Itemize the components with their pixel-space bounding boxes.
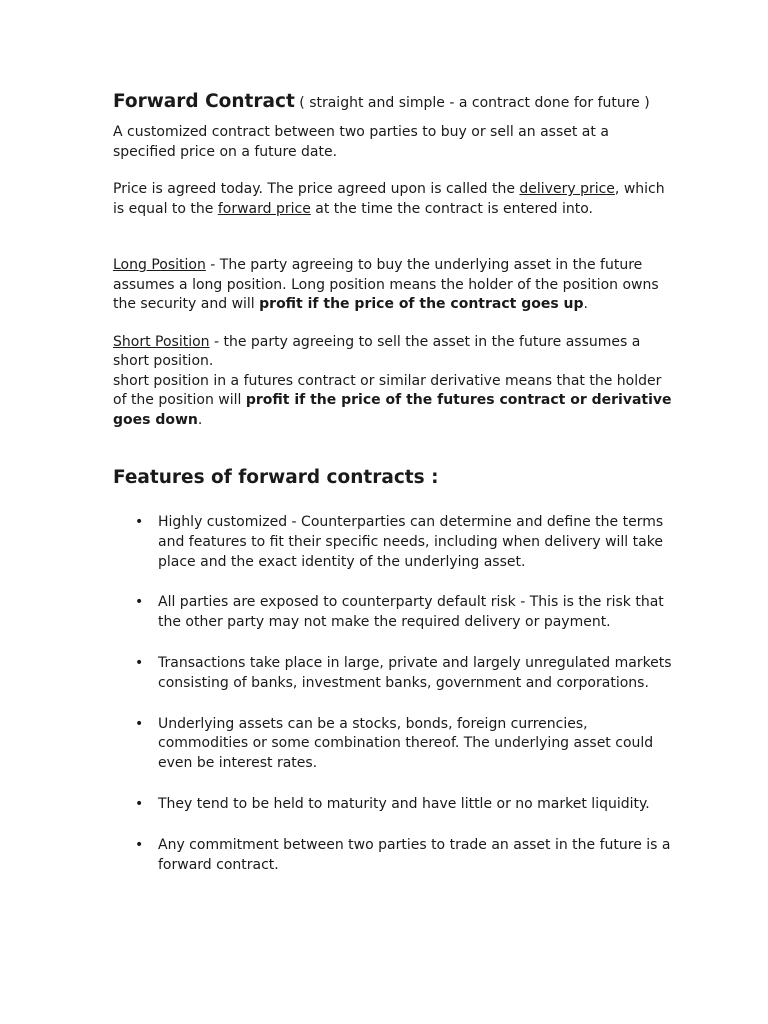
definition-paragraph: A customized contract between two parties to buy or sell an asset at a specified price on a future date. <box>113 124 609 160</box>
features-list <box>113 513 673 875</box>
long-position-term: Long Position <box>113 257 206 273</box>
price-text-1: Price is agreed today. The price agreed upon is called the <box>113 181 520 197</box>
short-position-paragraph <box>113 333 673 372</box>
short-position-term: Short Position <box>113 333 210 350</box>
forward-price-term: forward price <box>217 200 311 217</box>
list-item <box>113 795 673 815</box>
short-position-line2: short position in a futures contract or similar derivative means that the holder of the position will <box>113 372 662 408</box>
short-position-text: - the party agreeing to sell the asset in the future assumes a short position. <box>113 333 641 369</box>
title-line <box>113 90 673 115</box>
list-item <box>113 513 673 572</box>
delivery-price-term: delivery price <box>519 181 615 197</box>
list-item-text: They tend to be held to maturity and have little or no market liquidity. <box>158 795 650 812</box>
price-paragraph <box>113 180 673 219</box>
bullet-icon: • <box>135 836 144 853</box>
features-heading: Features of forward contracts : <box>113 467 439 488</box>
page-title: Forward Contract <box>113 91 295 112</box>
short-position-paragraph-2 <box>113 372 673 431</box>
list-item-text: Highly customized - Counterparties can determine and define the terms and features to fit their specific needs, including when delivery will take place and the exact identity of the underlying asset. <box>158 514 664 570</box>
list-item <box>113 715 673 774</box>
list-item <box>113 836 673 876</box>
list-item <box>113 593 673 633</box>
bullet-icon: • <box>135 654 144 671</box>
list-item-text: All parties are exposed to counterparty default risk - This is the risk that the other party may not make the required delivery or payment. <box>158 594 664 631</box>
price-text-2: , which is equal to the <box>113 181 665 217</box>
long-position-end: . <box>583 296 588 312</box>
bullet-icon: • <box>135 795 144 812</box>
bullet-icon: • <box>135 514 144 530</box>
page-subtitle: ( straight and simple - a contract done for future ) <box>299 95 650 111</box>
short-position-end: . <box>197 411 203 428</box>
long-position-text: - The party agreeing to buy the underlying asset in the future assumes a long position. Long position means the holder of the position owns the security and will <box>113 257 659 312</box>
long-position-paragraph <box>113 256 673 315</box>
bullet-icon: • <box>135 594 144 611</box>
price-text-3: at the time the contract is entered into. <box>310 200 593 217</box>
list-item-text: Any commitment between two parties to trade an asset in the future is a forward contract. <box>158 836 671 873</box>
long-position-bold: profit if the price of the contract goes up <box>259 296 584 312</box>
list-item <box>113 654 673 694</box>
list-item-text: Underlying assets can be a stocks, bonds, foreign currencies, commodities or some combination thereof. The underlying asset could even be interest rates. <box>158 715 654 772</box>
bullet-icon: • <box>135 715 144 732</box>
list-item-text: Transactions take place in large, private and largely unregulated markets consisting of banks, investment banks, government and corporations. <box>158 654 672 691</box>
document-body <box>113 90 673 896</box>
short-position-bold: profit if the price of the futures contract or derivative goes down <box>113 392 672 428</box>
